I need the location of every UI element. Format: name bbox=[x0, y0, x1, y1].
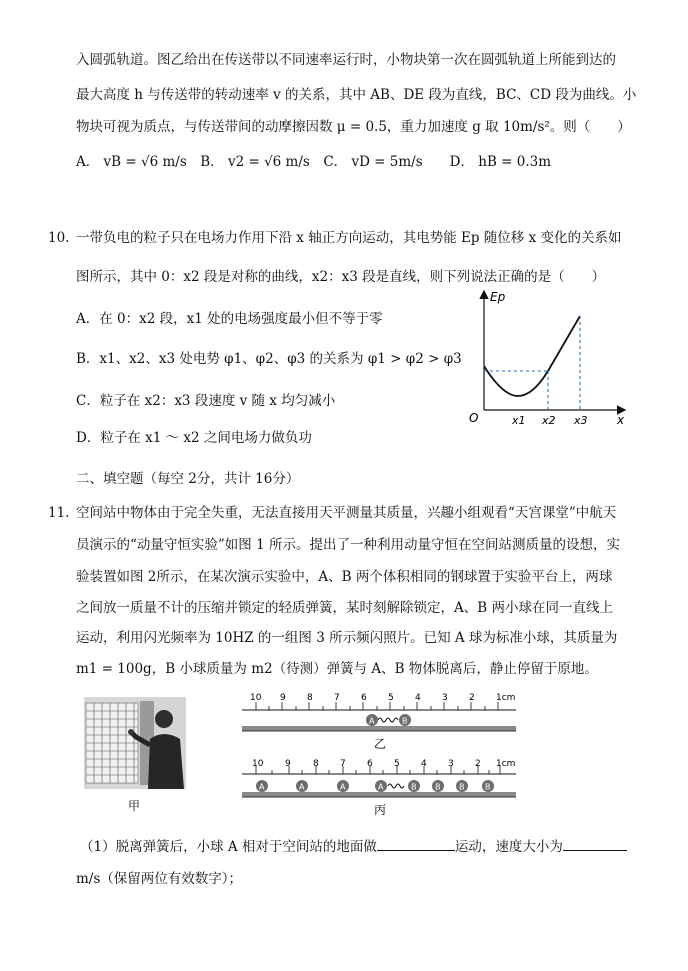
ball-b-bing-label-4: B bbox=[485, 782, 491, 792]
ball-b-bing-label-2: B bbox=[435, 782, 441, 792]
ruler-bing-num-2: 2 bbox=[475, 759, 481, 769]
fig-label-bing: 丙 bbox=[374, 803, 387, 816]
ruler-bing-num-4: 4 bbox=[421, 759, 427, 769]
ruler-yi-num-9: 9 bbox=[280, 693, 286, 703]
ruler-yi-num-2: 2 bbox=[469, 693, 475, 703]
q11-line-5: 运动，利用闪光频率为 10HZ 的一组图 3 所示频闪照片。已知 A 球为标准小球，其质量为 bbox=[76, 630, 618, 646]
q9-line-1: 入圆弧轨道。图乙给出在传送带以不同速率运行时，小物块第一次在圆弧轨道上所能到达的 bbox=[76, 52, 616, 68]
q10-option-b: B．x1、x2、x3 处电势 φ1、φ2、φ3 的关系为 φ1 > φ2 > φ3 bbox=[76, 351, 462, 367]
ruler-yi bbox=[242, 693, 516, 731]
motion-type-blank[interactable] bbox=[377, 836, 455, 851]
q10-option-a: A．在 0：x2 段，x1 处的电场强度最小但不等于零 bbox=[76, 311, 383, 327]
ruler-bing-num-10: 10 bbox=[252, 759, 264, 769]
ball-b-bing-label-1: B bbox=[411, 782, 417, 792]
q9-options: A． vB = √6 m/s B． v2 = √6 m/s C． vD = 5m/s D． hB = 0.3m bbox=[76, 154, 552, 170]
q11-sub1-line2: m/s（保留两位有效数字）； bbox=[76, 871, 243, 887]
q11-line-4: 之间放一质量不计的压缩并锁定的轻质弹簧，某时刻解除锁定，A、B 两小球在同一直线上 bbox=[76, 600, 613, 616]
fig-label-yi: 乙 bbox=[374, 737, 387, 751]
tick-x3: x3 bbox=[574, 414, 588, 427]
ball-a-bing-label-4: A bbox=[378, 782, 384, 792]
ball-a-yi-label: A bbox=[369, 716, 375, 726]
ruler-yi-num-5: 5 bbox=[388, 693, 394, 703]
ep-x-graph bbox=[466, 286, 636, 428]
x-axis-label: x bbox=[617, 413, 625, 427]
q11-line-1: 空间站中物体由于完全失重，无法直接用天平测量其质量，兴趣小组观看“天宫课堂”中航天 bbox=[76, 505, 617, 521]
q11-sub1-line1 bbox=[80, 836, 627, 857]
speed-blank[interactable] bbox=[563, 836, 627, 851]
ball-a-bing-label-1: A bbox=[259, 782, 265, 792]
ball-b-bing-label-3: B bbox=[459, 782, 465, 792]
q11-number: 11. bbox=[48, 505, 70, 521]
q11-sub1-text-a: （1）脱离弹簧后，小球 A 相对于空间站的地面做 bbox=[80, 839, 377, 855]
ruler-yi-num-4: 4 bbox=[415, 693, 421, 703]
ruler-bing-num-5: 5 bbox=[394, 759, 400, 769]
ruler-bing-num-3: 3 bbox=[448, 759, 454, 769]
tick-x1: x1 bbox=[512, 414, 526, 427]
ball-a-bing-label-2: A bbox=[299, 782, 305, 792]
q10-number: 10. bbox=[48, 230, 70, 246]
ruler-yi-num-6: 6 bbox=[361, 693, 367, 703]
ruler-yi-num-1cm: 1cm bbox=[496, 693, 516, 703]
ruler-yi-num-10: 10 bbox=[250, 693, 262, 703]
q10-line-1: 一带负电的粒子只在电场力作用下沿 x 轴正方向运动，其电势能 Ep 随位移 x 变化的关系如 bbox=[76, 230, 622, 246]
y-axis-label: Ep bbox=[490, 290, 506, 304]
q11-line-2: 员演示的“动量守恒实验”如图 1 所示。提出了一种利用动量守恒在空间站测质量的设想，实 bbox=[76, 537, 620, 553]
ruler-bing-num-1cm: 1cm bbox=[496, 759, 516, 769]
ruler-bing-num-7: 7 bbox=[340, 759, 346, 769]
section-heading: 二、填空题（每空 2分，共计 16分） bbox=[76, 471, 300, 487]
ball-a-bing-label-3: A bbox=[340, 782, 346, 792]
astronaut-photo bbox=[84, 697, 186, 789]
q9-line-3: 物块可视为质点，与传送带间的动摩擦因数 μ = 0.5，重力加速度 g 取 10m/s²。则（ ） bbox=[76, 119, 631, 135]
ruler-bing-num-6: 6 bbox=[367, 759, 373, 769]
ruler-bing-num-9: 9 bbox=[285, 759, 291, 769]
fig-label-jia: 甲 bbox=[128, 799, 141, 813]
tick-x2: x2 bbox=[542, 414, 556, 427]
ruler-figures bbox=[238, 688, 520, 816]
ruler-bing-num-8: 8 bbox=[313, 759, 319, 769]
origin-label: O bbox=[469, 411, 479, 425]
ruler-bing bbox=[242, 759, 516, 797]
q10-line-2: 图所示，其中 0：x2 段是对称的曲线，x2：x3 段是直线，则下列说法正确的是（ ） bbox=[76, 269, 606, 285]
ruler-yi-num-3: 3 bbox=[442, 693, 448, 703]
q10-option-d: D．粒子在 x1 ～ x2 之间电场力做负功 bbox=[76, 430, 312, 446]
ep-curve bbox=[484, 316, 580, 396]
q11-line-6: m1 = 100g，B 小球质量为 m2（待测）弹簧与 A、B 物体脱离后，静止停留于原地。 bbox=[76, 661, 598, 677]
q10-option-c: C．粒子在 x2：x3 段速度 v 随 x 均匀减小 bbox=[76, 393, 336, 409]
q11-sub1-text-b: 运动，速度大小为 bbox=[454, 839, 563, 855]
ball-b-yi-label: B bbox=[402, 716, 408, 726]
q11-line-3: 验装置如图 2所示，在某次演示实验中，A、B 两个体积相同的钢球置于实验平台上，两球 bbox=[76, 569, 613, 585]
ruler-yi-num-7: 7 bbox=[334, 693, 340, 703]
q9-line-2: 最大高度 h 与传送带的转动速率 v 的关系，其中 AB、DE 段为直线，BC、CD 段为曲线。小 bbox=[76, 87, 637, 103]
ruler-yi-num-8: 8 bbox=[307, 693, 313, 703]
